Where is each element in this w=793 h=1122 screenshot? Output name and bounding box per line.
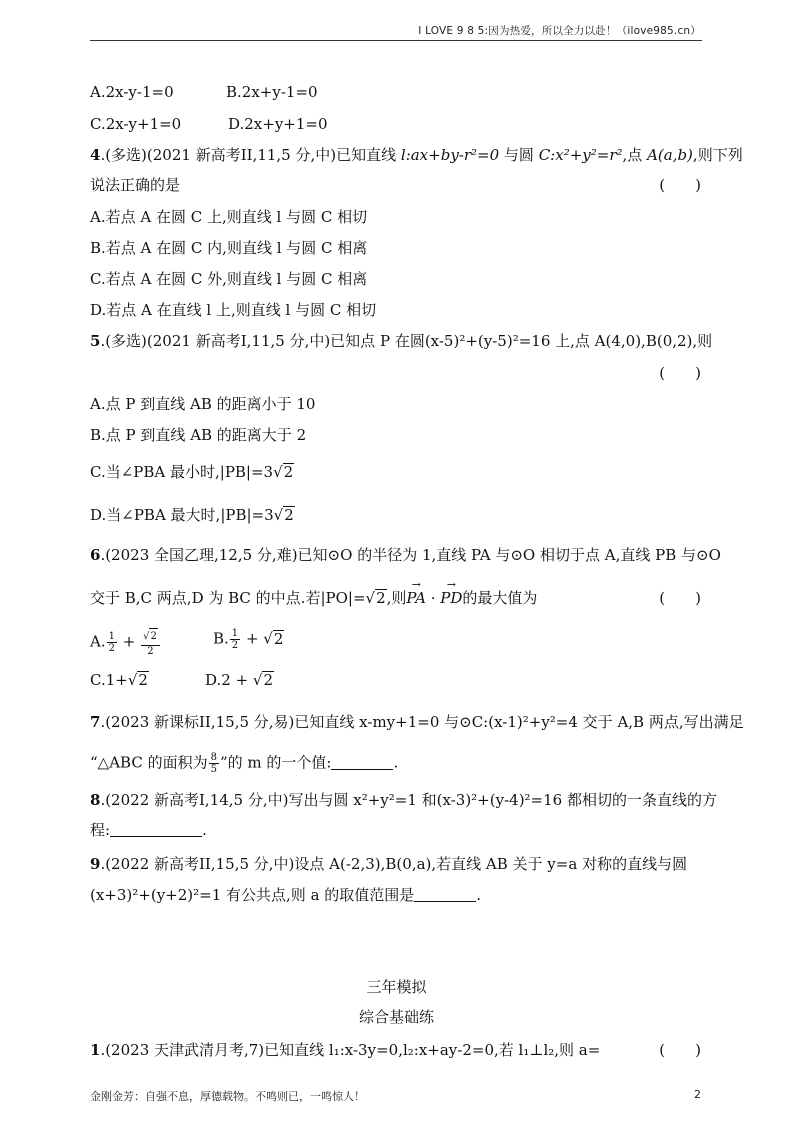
- q4-option-c: C.若点 A 在圆 C 外,则直线 l 与圆 C 相离: [90, 270, 368, 288]
- q6-answer-paren: ( ): [659, 589, 701, 607]
- q3-option-b: B.2x+y-1=0: [226, 83, 318, 101]
- q3-option-d: D.2x+y+1=0: [228, 115, 328, 133]
- q4-answer-paren: ( ): [659, 176, 701, 194]
- q9-answer-blank[interactable]: [414, 887, 476, 902]
- q6-option-b: B. $\frac{1}{2}$ + √2: [213, 628, 284, 651]
- q9-stem-line2: (x+3)²+(y+2)²=1 有公共点,则 a 的取值范围是 .: [90, 886, 482, 904]
- q7-answer-blank[interactable]: [331, 755, 393, 770]
- q6-option-d: D.2 + √2: [205, 671, 274, 689]
- section-subtitle: 综合基础练: [358, 1008, 434, 1026]
- vector-pd: → PD: [440, 588, 462, 608]
- q8-stem-line2: 程: .: [90, 821, 207, 839]
- q5-stem: 5.(多选)(2021 新高考I,11,5 分,中)已知点 P 在圆(x-5)²+(y-5)²=16 上,点 A(4,0),B(0,2),则: [90, 332, 713, 350]
- q6-stem-line2: 交于 B,C 两点,D 为 BC 的中点.若|PO|=√2,则→ PA · → PD的最大值为: [90, 588, 537, 608]
- q9-stem: 9.(2022 新高考II,15,5 分,中)设点 A(-2,3),B(0,a),若直线 AB 关于 y=a 对称的直线与圆: [90, 855, 688, 873]
- page-header: I LOVE 9 8 5:因为热爱，所以全力以赴！（ilove985.cn）: [418, 25, 701, 37]
- q5-option-c: C.当∠PBA 最小时,|PB|=3√2: [90, 463, 294, 481]
- q3-option-c: C.2x-y+1=0: [90, 115, 182, 133]
- q8-answer-blank[interactable]: [110, 822, 202, 837]
- q4-option-d: D.若点 A 在直线 l 上,则直线 l 与圆 C 相切: [90, 301, 377, 319]
- q4-stem-line2: 说法正确的是: [90, 176, 181, 194]
- q4-option-b: B.若点 A 在圆 C 内,则直线 l 与圆 C 相离: [90, 239, 368, 257]
- q4-option-a: A.若点 A 在圆 C 上,则直线 l 与圆 C 相切: [90, 208, 368, 226]
- q6-option-a: A. $\frac{1}{2}$ + $\frac{√2}{2}$: [90, 628, 161, 657]
- m1-stem: 1.(2023 天津武清月考,7)已知直线 l₁:x-3y=0,l₂:x+ay-2=0,若 l₁⊥l₂,则 a=: [90, 1041, 601, 1059]
- q6-option-c: C.1+√2: [90, 671, 148, 689]
- q8-stem: 8.(2022 新高考I,14,5 分,中)写出与圆 x²+y²=1 和(x-3)²+(y-4)²=16 都相切的一条直线的方: [90, 791, 717, 809]
- section-title: 三年模拟: [366, 978, 427, 996]
- q7-stem-line2: “△ABC 的面积为 $\frac{8}{5}$ ”的 m 的一个值: .: [90, 752, 399, 775]
- q5-option-d: D.当∠PBA 最大时,|PB|=3√2: [90, 506, 294, 524]
- q5-option-a: A.点 P 到直线 AB 的距离小于 10: [90, 395, 316, 413]
- q6-stem: 6.(2023 全国乙理,12,5 分,难)已知⊙O 的半径为 1,直线 PA 与⊙O 相切于点 A,直线 PB 与⊙O: [90, 546, 721, 564]
- q7-stem: 7.(2023 新课标II,15,5 分,易)已知直线 x-my+1=0 与⊙C:(x-1)²+y²=4 交于 A,B 两点,写出满足: [90, 713, 744, 731]
- header-rule: [90, 40, 702, 41]
- page-number: 2: [694, 1088, 701, 1101]
- vector-pa: → PA: [406, 588, 426, 608]
- page-footer-motto: 金刚金芳：自强不息，厚德载物。不鸣则已，一鸣惊人！: [90, 1090, 365, 1103]
- m1-answer-paren: ( ): [659, 1041, 701, 1059]
- q5-answer-paren: ( ): [659, 364, 701, 382]
- q3-option-a: A.2x-y-1=0: [90, 83, 174, 101]
- q5-option-b: B.点 P 到直线 AB 的距离大于 2: [90, 426, 307, 444]
- q4-stem: 4.(多选)(2021 新高考II,11,5 分,中)已知直线 l:ax+by-r²=0 与圆 C:x²+y²=r²,点 A(a,b),则下列: [90, 146, 743, 164]
